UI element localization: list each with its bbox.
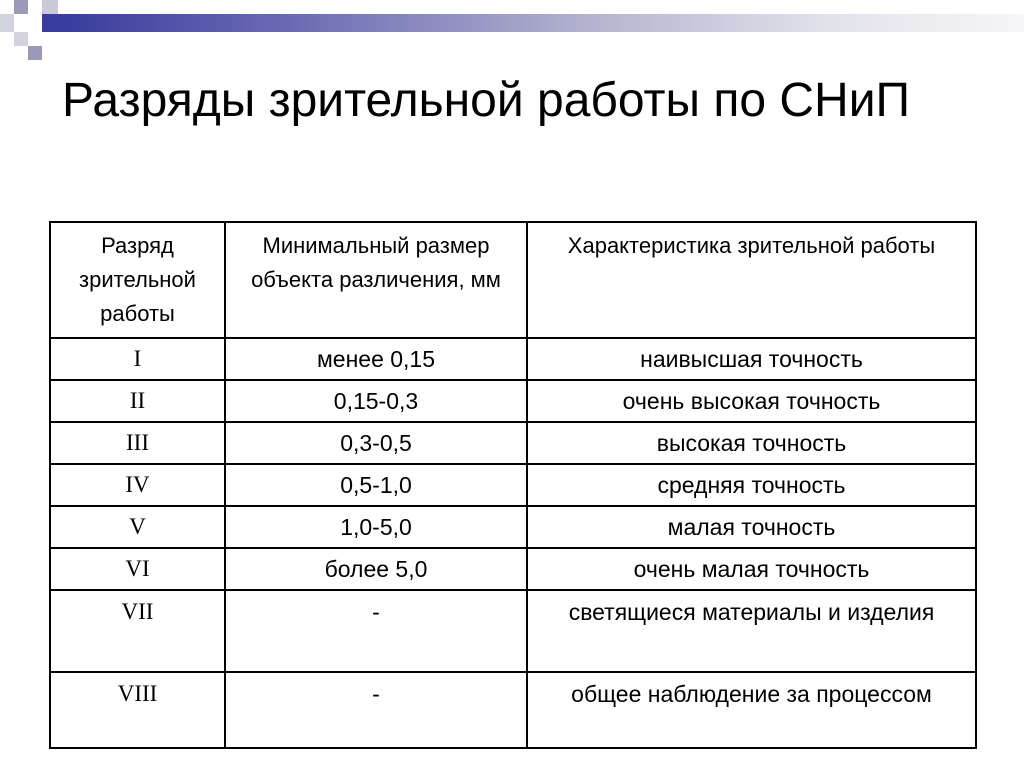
characteristic-cell: средняя точность: [527, 464, 976, 506]
size-cell: -: [225, 672, 527, 748]
size-cell: 0,3-0,5: [225, 422, 527, 464]
decor-square: [0, 14, 14, 32]
size-cell: менее 0,15: [225, 338, 527, 380]
header-grade: Разряд зрительной работы: [50, 222, 225, 338]
header-characteristic: Характеристика зрительной работы: [527, 222, 976, 338]
grade-cell: VI: [50, 548, 225, 590]
grade-cell: III: [50, 422, 225, 464]
grade-cell: II: [50, 380, 225, 422]
characteristic-cell: малая точность: [527, 506, 976, 548]
characteristic-cell: светящиеся материалы и изделия: [527, 590, 976, 672]
characteristic-cell: высокая точность: [527, 422, 976, 464]
table-row: [50, 506, 976, 548]
grade-cell: V: [50, 506, 225, 548]
decor-square: [14, 0, 28, 14]
decor-square: [42, 14, 60, 32]
table-row: [50, 548, 976, 590]
table-row: [50, 422, 976, 464]
size-cell: 0,15-0,3: [225, 380, 527, 422]
grade-cell: I: [50, 338, 225, 380]
visual-work-grades-table: [49, 221, 977, 749]
characteristic-cell: очень малая точность: [527, 548, 976, 590]
grade-cell: VII: [50, 590, 225, 672]
table-row: [50, 590, 976, 672]
grade-cell: VIII: [50, 672, 225, 748]
characteristic-cell: очень высокая точность: [527, 380, 976, 422]
table-row: [50, 464, 976, 506]
table-header-row: [50, 222, 976, 338]
decor-square: [28, 46, 42, 60]
table-row: [50, 672, 976, 748]
header-min-size: Минимальный размер объекта различения, мм: [225, 222, 527, 338]
size-cell: 0,5-1,0: [225, 464, 527, 506]
decor-square: [14, 14, 42, 32]
header-band: [60, 14, 1024, 32]
decor-square: [42, 0, 58, 14]
size-cell: 1,0-5,0: [225, 506, 527, 548]
characteristic-cell: наивысшая точность: [527, 338, 976, 380]
decor-square: [14, 32, 28, 46]
slide-title: Разряды зрительной работы по СНиП: [62, 74, 911, 127]
characteristic-cell: общее наблюдение за процессом: [527, 672, 976, 748]
table-row: [50, 338, 976, 380]
size-cell: более 5,0: [225, 548, 527, 590]
grade-cell: IV: [50, 464, 225, 506]
size-cell: -: [225, 590, 527, 672]
table-row: [50, 380, 976, 422]
